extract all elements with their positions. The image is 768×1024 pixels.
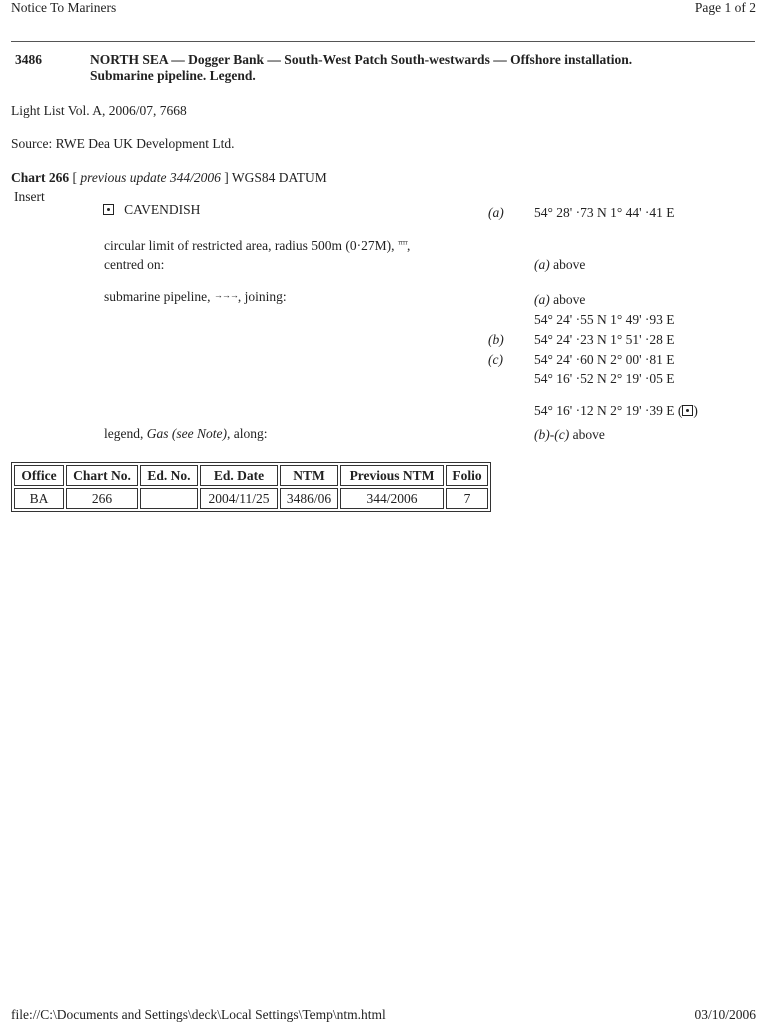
legend-suffix: , along: <box>226 426 268 441</box>
table-header-row <box>14 465 488 486</box>
notice-title-line2: Submarine pipeline. Legend. <box>90 68 256 83</box>
legend-prefix: legend, <box>104 426 147 441</box>
pipeline-pos-4: 54° 24' ·60 N 2° 00' ·81 E <box>534 352 675 367</box>
circular-limit-line2: centred on: <box>104 257 165 272</box>
circular-limit-comma: , <box>406 238 411 253</box>
pipeline-pos-1 <box>534 292 585 308</box>
bracket-open: [ <box>69 170 81 185</box>
chart-line <box>11 170 327 186</box>
cell-previous-ntm: 344/2006 <box>340 488 444 509</box>
platform-icon <box>103 204 114 215</box>
cell-folio: 7 <box>446 488 488 509</box>
restricted-area-symbol: ᵀᵀᵀᵀ <box>397 239 407 249</box>
col-folio: Folio <box>446 465 488 486</box>
col-chart-no: Chart No. <box>66 465 138 486</box>
circular-position <box>534 257 585 273</box>
legend-position <box>534 427 605 443</box>
col-office: Office <box>14 465 64 486</box>
pipeline-pos-5: 54° 16' ·52 N 2° 19' ·05 E <box>534 371 675 386</box>
pipeline-symbol: →→→ <box>213 290 238 300</box>
cell-ntm: 3486/06 <box>280 488 338 509</box>
ref-b: (b) <box>488 332 504 347</box>
pipeline-pos-ref: (a) <box>534 292 550 307</box>
notice-title-line1: NORTH SEA — Dogger Bank — South-West Patch South-westwards — Offshore installation. <box>90 52 633 67</box>
cell-office: BA <box>14 488 64 509</box>
circular-limit-text: circular limit of restricted area, radius 500m (0·27M), <box>104 238 395 253</box>
circular-pos-ref: (a) <box>534 257 550 272</box>
col-ed-date: Ed. Date <box>200 465 278 486</box>
chart-label: Chart 266 <box>11 170 70 185</box>
page-header-title: Notice To Mariners <box>11 0 117 15</box>
legend-italic: Gas (see Note) <box>146 426 227 441</box>
previous-update: previous update 344/2006 <box>80 170 221 185</box>
legend-pos-text: above <box>569 427 605 442</box>
datum-text: ] WGS84 DATUM <box>220 170 327 185</box>
cavendish-position: 54° 28' ·73 N 1° 44' ·41 E <box>534 205 675 220</box>
circular-limit-line1 <box>104 238 410 254</box>
insert-label: Insert <box>14 189 45 204</box>
pipeline-suffix: , joining: <box>237 289 287 304</box>
pipeline-pos-3: 54° 24' ·23 N 1° 51' ·28 E <box>534 332 675 347</box>
cavendish-line <box>103 202 200 218</box>
legend-pos-ref: (b)-(c) <box>534 427 570 442</box>
ref-c: (c) <box>488 352 503 367</box>
notice-number: 3486 <box>15 52 42 67</box>
col-ed-no: Ed. No. <box>140 465 198 486</box>
table-row <box>14 488 488 509</box>
cell-chart-no: 266 <box>66 488 138 509</box>
pipeline-pos-2: 54° 24' ·55 N 1° 49' ·93 E <box>534 312 675 327</box>
col-ntm: NTM <box>280 465 338 486</box>
col-previous-ntm: Previous NTM <box>340 465 444 486</box>
legend-line <box>104 426 267 442</box>
cavendish-name: CAVENDISH <box>124 202 201 217</box>
platform-icon-end <box>682 405 693 416</box>
pipeline-pos-6 <box>534 403 698 419</box>
light-list: Light List Vol. A, 2006/07, 7668 <box>11 103 187 118</box>
pipeline-last-pos: 54° 16' ·12 N 2° 19' ·39 E ( <box>534 403 683 418</box>
ntm-table <box>11 462 491 512</box>
footer-path: file://C:\Documents and Settings\deck\Local Settings\Temp\ntm.html <box>11 1007 386 1022</box>
ref-a: (a) <box>488 205 504 220</box>
cell-ed-date: 2004/11/25 <box>200 488 278 509</box>
page-number: Page 1 of 2 <box>694 0 756 15</box>
cell-ed-no <box>140 488 198 509</box>
pipeline-line <box>104 289 287 305</box>
circular-pos-text: above <box>549 257 586 272</box>
footer-date: 03/10/2006 <box>694 1007 756 1022</box>
header-divider <box>11 41 755 42</box>
pipeline-pos-text: above <box>549 292 586 307</box>
source-line: Source: RWE Dea UK Development Ltd. <box>11 136 235 151</box>
pipeline-last-close: ) <box>693 403 698 418</box>
pipeline-prefix: submarine pipeline, <box>104 289 214 304</box>
